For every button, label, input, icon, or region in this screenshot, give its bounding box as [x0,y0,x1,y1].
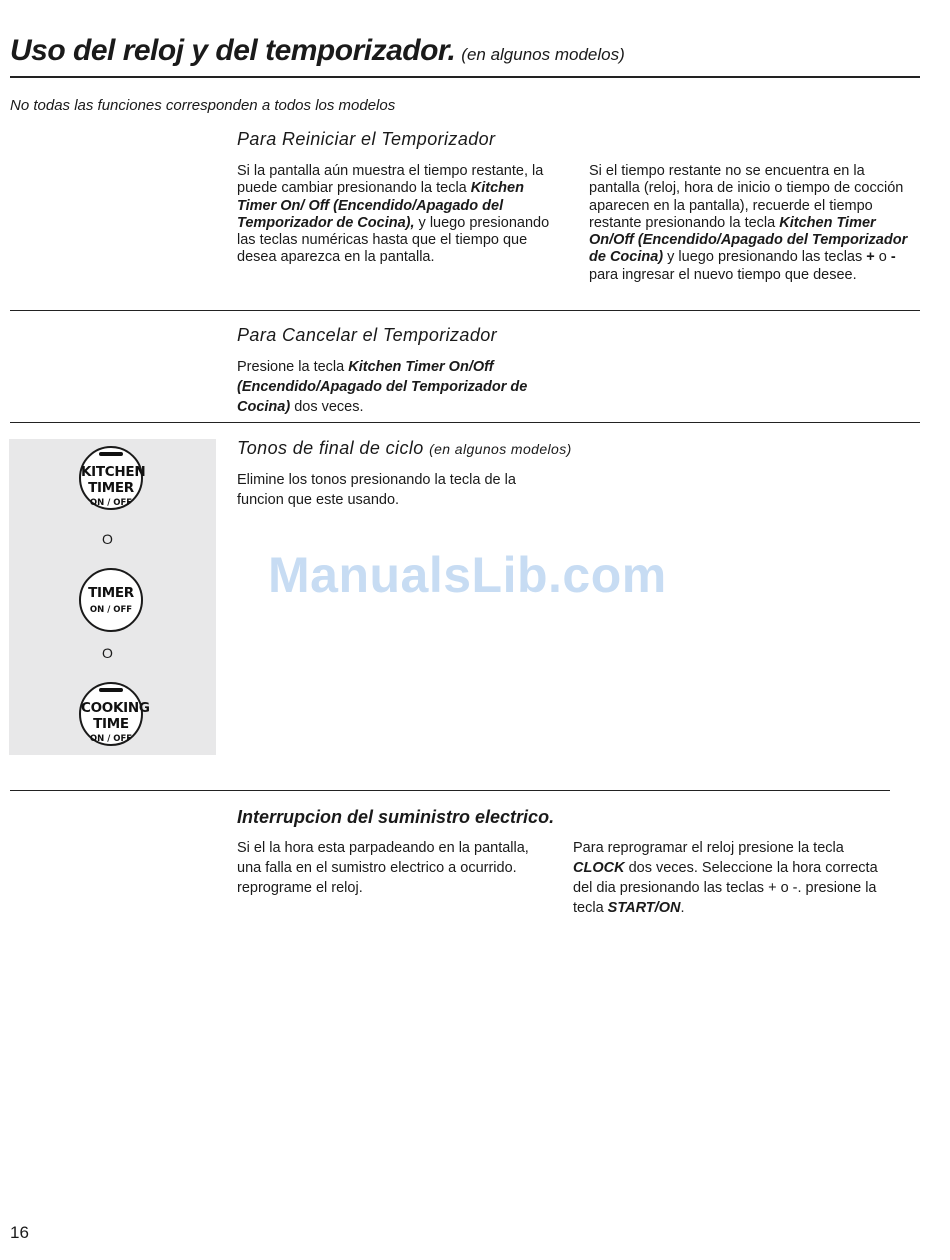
title-main: Uso del reloj y del temporizador. [10,34,456,67]
keypad-illustration [9,439,216,755]
cancel-text-2: dos veces. [290,399,364,415]
minus-key: - [890,249,896,266]
reset-right-text-2: y luego presionando las teclas [663,249,867,266]
kitchen-timer-key-icon [79,446,146,510]
title-subtitle: (en algunos modelos) [461,45,625,64]
start-key-name: START/ON [607,900,681,916]
key-label-line1: KITCHEN [81,464,146,480]
key-label-line2: TIMER [88,480,134,496]
key-indicator-bar [99,688,123,692]
cancel-heading: Para Cancelar el Temporizador [237,325,498,345]
reset-left-text-2: y luego presionando las teclas numéricas hasta que el tiempo que desea aparezca en la pantalla. [237,214,550,266]
key-label-line1: TIMER [88,585,134,601]
or-separator: O [102,645,113,661]
reset-left-key-name: Kitchen Timer On/ Off (Encendido/Apagado del Temporizador de Cocina), [237,180,524,231]
watermark: ManualsLib.com [268,547,667,603]
key-label-onoff: ON / OFF [89,734,133,744]
power-right-text-2: dos veces. Seleccione la hora correcta del dia presionando las teclas + o -. presione la tecla [573,860,878,916]
cancel-text-1: Presione la tecla [237,359,349,375]
cancel-key-name: Kitchen Timer On/Off (Encendido/Apagado del Temporizador de Cocina) [237,359,528,415]
plus-key: + [866,249,875,266]
reset-right-text-3: o [874,249,891,266]
page-number: 16 [10,1223,29,1242]
tones-heading-text: Tonos de final de ciclo [237,438,424,458]
power-right-text-3: . [680,900,685,916]
tones-heading [237,438,572,459]
tones-heading-note: (en algunos modelos) [429,441,572,457]
timer-key-icon [79,568,143,632]
title-rule [10,76,920,78]
power-right-paragraph [573,838,895,918]
page-title [10,34,625,68]
reset-right-key-name: Kitchen Timer On/Off (Encendido/Apagado del Temporizador de Cocina) [589,214,908,266]
power-right-text-1: Para reprogramar el reloj presione la tecla [573,840,844,856]
power-left-paragraph: Si el la hora esta parpadeando en la pantalla, una falla en el sumistro electrico a ocurrido. reprograme el reloj. [237,840,529,896]
key-label-line2: TIME [93,716,129,732]
cancel-paragraph [237,357,557,417]
clock-key-name: CLOCK [573,860,625,876]
or-separator: O [102,531,113,547]
reset-right-paragraph [589,163,915,284]
key-label-onoff: ON / OFF [89,605,133,615]
cooking-time-key-icon [79,682,150,746]
key-label-line1: COOKING [81,700,150,716]
key-label-onoff: ON / OFF [89,498,133,508]
models-note: No todas las funciones corresponden a todos los modelos [10,97,396,114]
reset-left-paragraph [237,163,567,267]
section-divider [10,790,890,791]
reset-right-text-1: Si el tiempo restante no se encuentra en la pantalla (reloj, hora de inicio o tiempo de cocción aparecen en la pantalla), recuerde el tiempo restante presionando la tecla [589,163,904,231]
tones-paragraph: Elimine los tonos presionando la tecla de la funcion que este usando. [237,472,516,508]
key-indicator-bar [99,452,123,456]
power-heading: Interrupcion del suministro electrico. [237,807,555,827]
reset-right-text-4: para ingresar el nuevo tiempo que desee. [589,266,857,283]
reset-heading: Para Reiniciar el Temporizador [237,129,496,149]
reset-left-text-1: Si la pantalla aún muestra el tiempo restante, la puede cambiar presionando la tecla [237,163,544,197]
section-divider [10,310,920,311]
section-divider [10,422,920,423]
